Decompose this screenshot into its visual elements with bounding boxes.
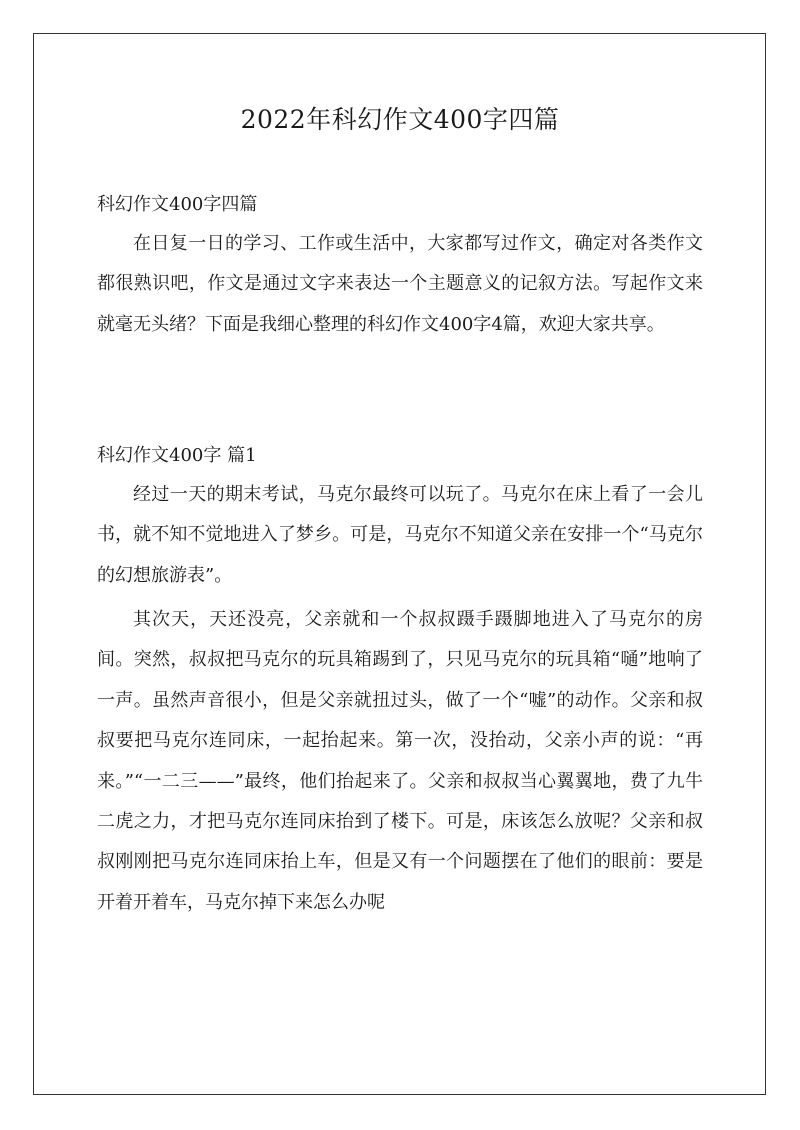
- intro-paragraph: 在日复一日的学习、工作或生活中，大家都写过作文，确定对各类作文都很熟识吧，作文是通过文字来表达一个主题意义的记叙方法。写起作文来就毫无头绪？下面是我细心整理的科幻作文400字4篇，欢迎大家共享。: [97, 233, 703, 335]
- body-paragraph: 其次天，天还没亮，父亲就和一个叔叔蹑手蹑脚地进入了马克尔的房间。突然，叔叔把马克尔的玩具箱踢到了，只见马克尔的玩具箱“嗵”地响了一声。虽然声音很小，但是父亲就扭过头，做了一个“嘘”的动作。父亲和叔叔要把马克尔连同床，一起抬起来。第一次，没抬动，父亲小声的说：“再来。”“一二三——”最终，他们抬起来了。父亲和叔叔当心翼翼地，费了九牛二虎之力，才把马克尔连同床抬到了楼下。可是，床该怎么放呢？父亲和叔叔刚刚把马克尔连同床抬上车，但是又有一个问题摆在了他们的眼前：要是开着开着车，马克尔掉下来怎么办呢: [97, 609, 703, 913]
- body-paragraph: 经过一天的期末考试，马克尔最终可以玩了。马克尔在床上看了一会儿书，就不知不觉地进入了梦乡。可是，马克尔不知道父亲在安排一个“马克尔的幻想旅游表”。: [97, 484, 703, 586]
- intro-heading: 科幻作文400字四篇: [97, 194, 258, 215]
- section-heading: 科幻作文400字 篇1: [97, 445, 257, 466]
- document-title: 2022年科幻作文400字四篇: [240, 105, 560, 134]
